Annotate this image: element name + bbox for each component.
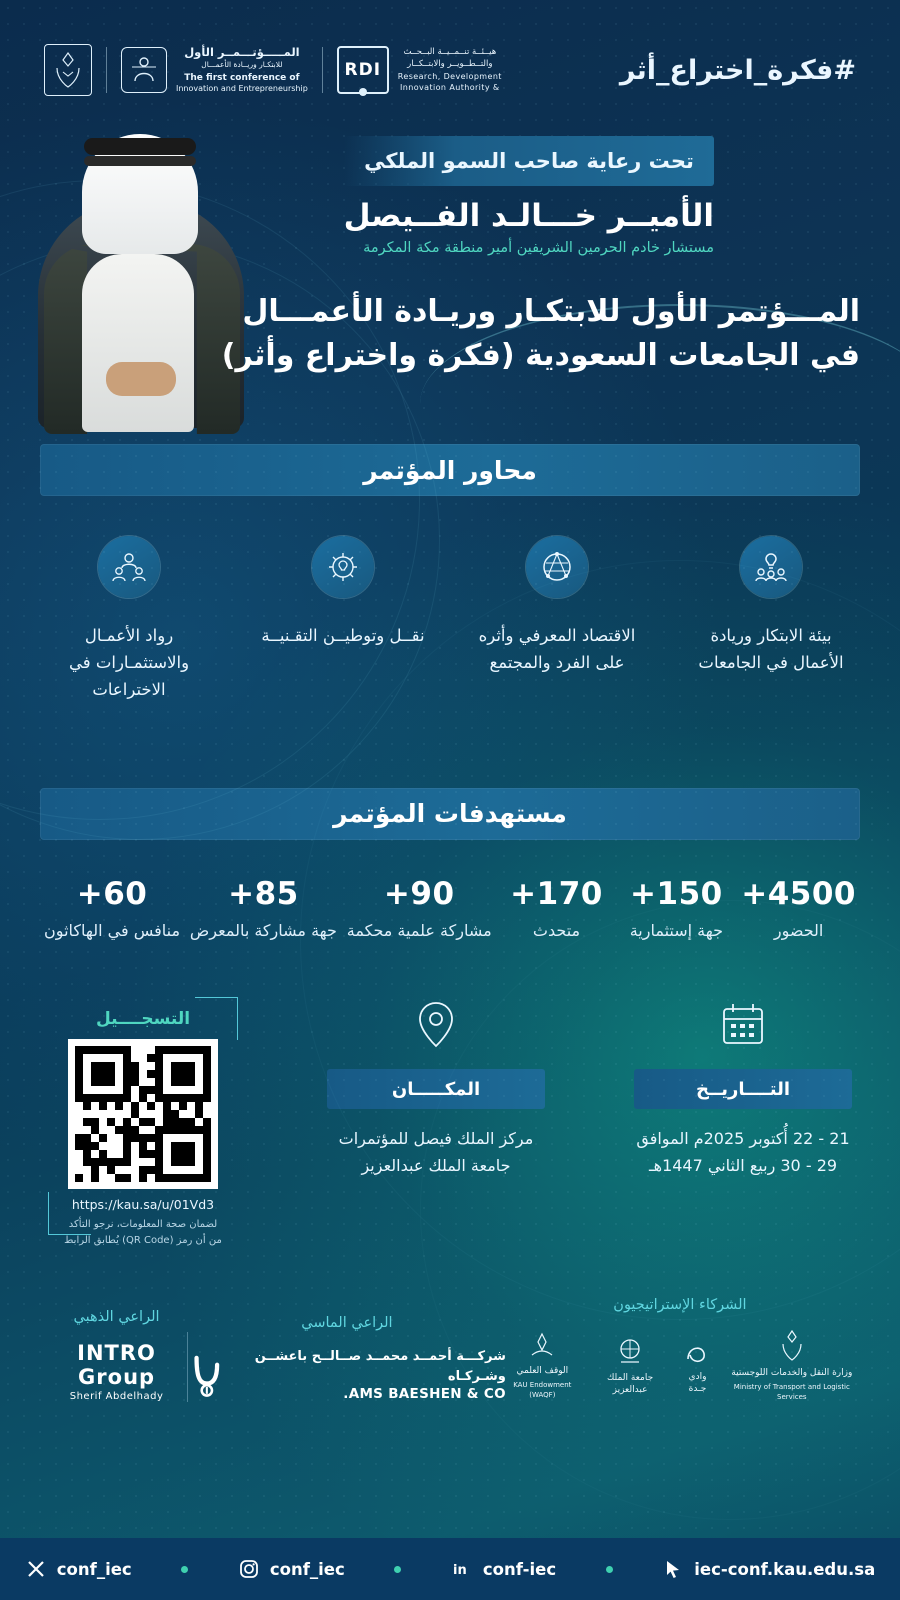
kau-endowment-waqf-logo: [506, 1331, 579, 1400]
website-cursor-icon: [662, 1558, 684, 1580]
stat-number: 4500+: [741, 875, 856, 912]
conf-logo-en1: The first conference of: [184, 73, 300, 84]
conference-emblem-icon: [121, 47, 167, 93]
registration-block: [48, 997, 238, 1257]
stat-item: [347, 876, 492, 944]
stats-section-header: [40, 788, 860, 840]
ams-baeshen-ar: شركـــة أحمــد محمــد صــالــح باعشــن وشـركـاه: [254, 1349, 506, 1384]
sponsors-divider: [187, 1332, 188, 1402]
ams-baeshen-text: [237, 1347, 506, 1402]
stat-item: [44, 876, 180, 944]
stat-item: [190, 876, 337, 944]
website-url: iec-conf.kau.edu.sa: [694, 1559, 876, 1579]
instagram-icon: [238, 1558, 260, 1580]
waqf-logo-label: الوقف العلمي: [516, 1366, 569, 1377]
patronage-band: [344, 136, 714, 186]
linkedin-icon: [451, 1558, 473, 1580]
calendar-icon: [717, 997, 769, 1053]
place-text: [327, 1125, 545, 1179]
date-chip: [634, 1069, 852, 1109]
axis-label: نقــل وتوطيــن التقـنيــة: [261, 626, 425, 645]
svg-text:in: in: [452, 1563, 467, 1578]
registration-url[interactable]: https://kau.sa/u/01Vd3: [71, 1197, 215, 1213]
footer-item-website[interactable]: [662, 1558, 875, 1580]
rdi-ar-line1: هيــئــة تنــمــيــة البــحــث: [403, 47, 497, 58]
kau-logo-label: جامعة الملك عبدالعزيز: [606, 1372, 654, 1395]
prince-title: مستشار خادم الحرمين الشريفين أمير منطقة مكة المكرمة: [363, 240, 714, 256]
axis-item: [686, 536, 856, 704]
patronage-text: تحت رعاية صاحب السمو الملكي: [364, 149, 694, 173]
registration-frame: [48, 997, 238, 1257]
stat-item: [621, 876, 731, 944]
footer-item-linkedin[interactable]: [451, 1558, 556, 1580]
kau-logo: [595, 1336, 666, 1396]
prince-name: الأميــر خـــالـد الفــيصل: [343, 198, 714, 234]
location-pin-icon: [410, 997, 462, 1053]
stat-item: [502, 876, 612, 944]
place-chip-label: المكـــــان: [391, 1078, 481, 1100]
waqf-logo-sub: KAU Endowment (WAQF): [513, 1381, 572, 1399]
stat-item: [741, 876, 856, 944]
place-chip: [327, 1069, 545, 1109]
footer-item-instagram[interactable]: [238, 1558, 345, 1580]
rdi-en-line1: Research, Development: [397, 71, 502, 81]
rdi-logo-text: [398, 46, 502, 94]
conf-logo-ar2: للابتكـار وريــادة الأعمـــال: [201, 60, 283, 70]
stat-number: 85+: [228, 875, 299, 912]
kau-emblem-icon: [44, 44, 92, 96]
registration-note-line-1: لضمان صحة المعلومات، نرجو التأكد: [68, 1219, 218, 1231]
stats-list: [0, 840, 900, 944]
x-handle: conf_iec: [56, 1559, 132, 1579]
axis-label: الاقتصاد المعرفي وأثره على الفرد والمجتمع: [478, 626, 636, 673]
conference-title-line1: المـــؤتمر الأول للابتكـار وريـادة الأعمـــال: [242, 294, 860, 329]
network-globe-icon: [526, 536, 588, 598]
intro-group-name: INTRO Group: [77, 1341, 156, 1390]
registration-note: [58, 1217, 228, 1249]
footer-dot: [394, 1566, 401, 1573]
axes-list: [0, 496, 900, 704]
rdi-mark-label: RDI: [344, 60, 382, 80]
axis-item: [44, 536, 214, 704]
hero-section: [0, 114, 900, 444]
axis-label: بيئة الابتكار وريادة الأعمال في الجامعات: [698, 626, 844, 673]
wadi-jeddah-label: وادي جـدة: [688, 1371, 707, 1394]
footer-item-x[interactable]: [25, 1558, 132, 1580]
place-line-1: مركز الملك فيصل للمؤتمرات: [338, 1129, 534, 1149]
stat-label: جهة إستثمارية: [629, 920, 724, 940]
date-chip-label: التــــاريــخ: [695, 1078, 791, 1100]
instagram-handle: conf_iec: [269, 1559, 345, 1579]
ams-baeshen-mark-icon: [188, 1349, 227, 1401]
conference-title-line2: في الجامعات السعودية (فكرة واختراع وأثر): [221, 338, 860, 374]
rdi-logo: [337, 46, 502, 94]
axis-item: [258, 536, 428, 704]
diamond-sponsor-group: [188, 1315, 506, 1402]
date-line-1: 21 - 22 أُكتوبر 2025م الموافق: [636, 1129, 850, 1149]
conference-title: [220, 290, 860, 379]
stat-label: متحدث: [532, 920, 581, 940]
date-block: [634, 997, 852, 1257]
footer-dot: [181, 1566, 188, 1573]
conf-logo-ar1: المـــــؤتـــمــر الأول: [184, 44, 300, 59]
conference-logo-text: [176, 45, 308, 96]
gold-sponsor-title: الراعي الذهبي: [73, 1309, 160, 1326]
gold-sponsor-group: [46, 1309, 187, 1402]
social-footer: [0, 1538, 900, 1600]
axis-item: [472, 536, 642, 704]
wadi-jeddah-logo: [681, 1337, 713, 1395]
stat-label: الحضور: [773, 920, 824, 940]
registration-qr-code[interactable]: [68, 1039, 218, 1189]
ams-baeshen-logo: [188, 1347, 506, 1402]
stat-number: 90+: [383, 875, 455, 912]
header-logos: [44, 44, 502, 96]
conf-logo-en2: Innovation and Entrepreneurship: [176, 84, 308, 94]
intro-group-logo: [46, 1341, 187, 1402]
ministry-logo-label: وزارة النقل والخدمات اللوجستية: [731, 1368, 853, 1379]
header-divider-1: [322, 47, 323, 93]
header-divider-2: [106, 47, 107, 93]
stats-section-title: مستهدفات المؤتمر: [333, 799, 567, 829]
intro-group-sub: Sherif Abdelhady: [69, 1391, 164, 1403]
ministry-of-transport-logo: [730, 1329, 854, 1402]
x-twitter-icon: [25, 1558, 47, 1580]
stat-number: 60+: [76, 875, 148, 912]
linkedin-handle: conf-iec: [482, 1559, 557, 1579]
stat-number: 150+: [630, 875, 723, 912]
diamond-sponsor-title: الراعي الماسي: [301, 1315, 393, 1332]
stat-label: جهة مشاركة بالمعرض: [189, 920, 337, 940]
conference-logo: [121, 45, 308, 96]
place-block: [327, 997, 545, 1257]
strategic-partners-group: [506, 1297, 854, 1402]
strategic-partners-title: الشركاء الإستراتيجيون: [613, 1297, 747, 1314]
sponsors-row: [0, 1257, 900, 1402]
strategic-partners-logos: [506, 1329, 854, 1402]
place-line-2: جامعة الملك عبدالعزيز: [361, 1156, 511, 1176]
rdi-en-line2: & Innovation Authority: [400, 83, 500, 93]
ams-baeshen-en: AMS BAESHEN & CO.: [343, 1386, 506, 1403]
registration-note-line-2: من أن رمز (QR Code) يُطابق الرابط: [64, 1235, 222, 1247]
date-text: [634, 1125, 852, 1179]
gear-bulb-icon: [312, 536, 374, 598]
info-row: [0, 943, 900, 1257]
stat-label: مشاركة علمية محكمة: [346, 920, 492, 940]
axes-section-title: محاور المؤتمر: [363, 455, 537, 485]
poster-header: [0, 0, 900, 96]
date-line-2: 29 - 30 ربيع الثاني 1447هـ: [648, 1156, 838, 1176]
rdi-ar-line2: والتــطــويــر والابتــكــار: [407, 59, 493, 70]
stat-number: 170+: [510, 875, 603, 912]
ministry-logo-sub: Ministry of Transport and Logistic Services: [733, 1383, 850, 1401]
footer-dot: [606, 1566, 613, 1573]
registration-title: التسجــــيل: [95, 1009, 191, 1030]
entrepreneurs-icon: [98, 536, 160, 598]
rdi-mark-icon: [337, 46, 389, 94]
axis-label: رواد الأعمـال والاستثمـارات في الاختراعات: [68, 626, 190, 700]
stat-label: منافس في الهاكاثون: [44, 920, 181, 940]
prince-portrait-image: [20, 104, 260, 434]
people-idea-icon: [740, 536, 802, 598]
campaign-hashtag: #فكرة_اختراع_أثر: [619, 54, 856, 86]
